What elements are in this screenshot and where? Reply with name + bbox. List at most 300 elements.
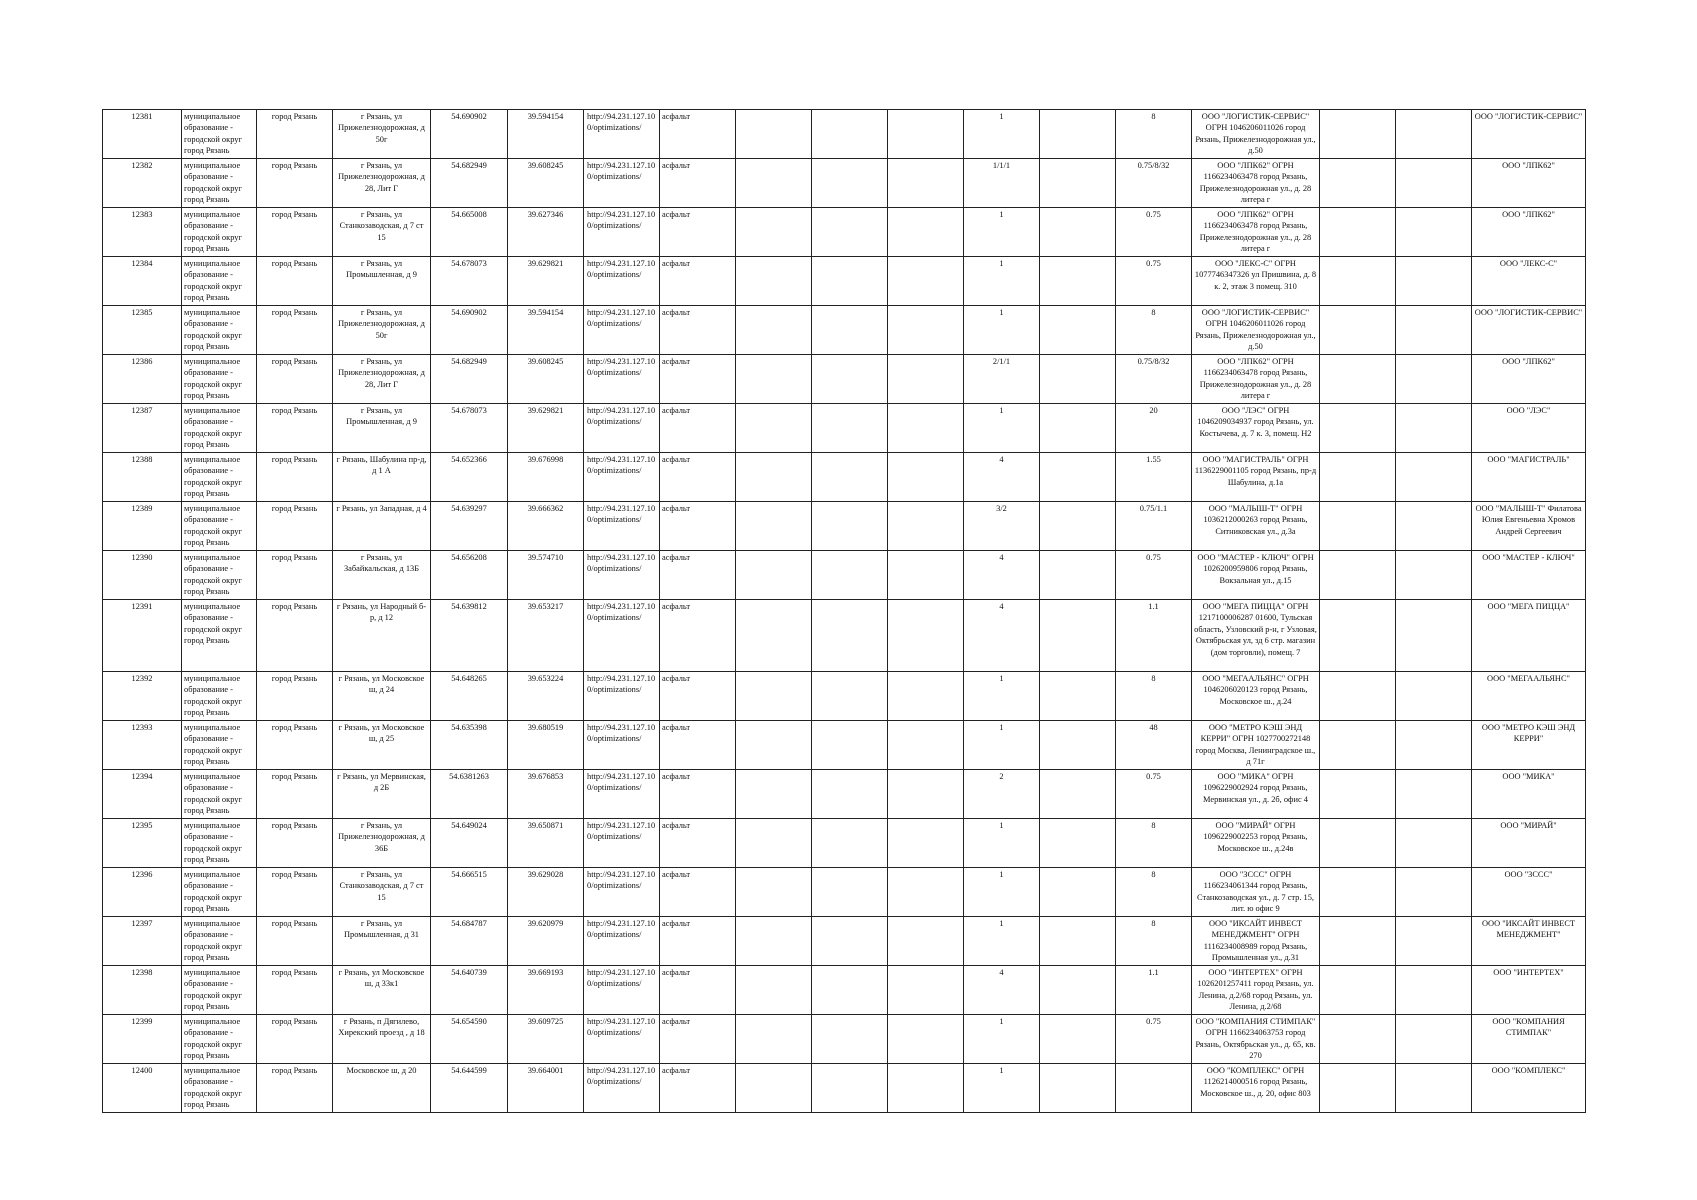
cell-container-volume: 0.75 [1116,1015,1192,1064]
cell-address: г Рязань, Шабулина пр-д, д 1 А [333,453,431,502]
cell-empty [736,600,812,672]
cell-longitude: 39.620979 [508,917,584,966]
cell-empty [812,208,888,257]
cell-empty [888,1015,964,1064]
cell-owner: ООО "МАГИСТРАЛЬ" ОГРН 1136229001105 город Рязань, пр-д Шабулина, д.1а [1192,453,1320,502]
cell-empty [812,551,888,600]
cell-empty [888,819,964,868]
cell-url: http://94.231.127.10 0/optimizations/ [584,1015,660,1064]
cell-surface: асфальт [660,819,736,868]
cell-surface: асфальт [660,551,736,600]
cell-address: г Рязань, ул Прижелезнодорожная, д 28, Лит Г [333,159,431,208]
cell-address: г Рязань, ул Мервинская, д 2Б [333,770,431,819]
cell-empty [1396,110,1472,159]
cell-municipality: муниципальное образование - городской округ город Рязань [182,306,257,355]
cell-longitude: 39.669193 [508,966,584,1015]
cell-empty [736,819,812,868]
cell-empty [888,208,964,257]
cell-empty [736,672,812,721]
cell-longitude: 39.627346 [508,208,584,257]
table-row [103,502,1586,551]
cell-waste-source: ООО "ЛПК62" [1472,159,1586,208]
cell-empty [812,770,888,819]
cell-waste-source: ООО "КОМПЛЕКС" [1472,1064,1586,1113]
cell-empty [1040,404,1116,453]
cell-container-volume: 1.55 [1116,453,1192,502]
cell-municipality: муниципальное образование - городской округ город Рязань [182,355,257,404]
cell-container-count: 4 [964,966,1040,1015]
cell-empty [1040,819,1116,868]
cell-waste-source: ООО "ЛЕКС-С" [1472,257,1586,306]
cell-container-volume: 0.75 [1116,208,1192,257]
cell-settlement: город Рязань [257,110,333,159]
cell-empty [1396,502,1472,551]
cell-settlement: город Рязань [257,404,333,453]
cell-container-volume: 8 [1116,819,1192,868]
cell-url: http://94.231.127.10 0/optimizations/ [584,600,660,672]
cell-owner: ООО "МАЛЫШ-Т" ОГРН 1036212000263 город Рязань, Ситниковская ул., д.3а [1192,502,1320,551]
cell-container-volume: 8 [1116,306,1192,355]
cell-longitude: 39.653217 [508,600,584,672]
cell-owner: ООО "ИКСАЙТ ИНВЕСТ МЕНЕДЖМЕНТ" ОГРН 1116234008989 город Рязань, Промышленная ул., д.31 [1192,917,1320,966]
cell-latitude: 54.644599 [431,1064,508,1113]
cell-latitude: 54.648265 [431,672,508,721]
cell-address: г Рязань, ул Западная, д 4 [333,502,431,551]
cell-empty [1396,600,1472,672]
cell-empty [1320,672,1396,721]
cell-container-volume: 0.75 [1116,257,1192,306]
cell-longitude: 39.666362 [508,502,584,551]
cell-container-volume: 8 [1116,868,1192,917]
cell-owner: ООО "ЛЭС" ОГРН 1046209034937 город Рязань, ул. Костычева, д. 7 к. 3, помещ. Н2 [1192,404,1320,453]
cell-owner: ООО "ЗССС" ОГРН 1166234061344 город Рязань, Станкозаводская ул., д. 7 стр. 15, лит. ю офис 9 [1192,868,1320,917]
cell-empty [1320,721,1396,770]
cell-container-count: 4 [964,551,1040,600]
cell-longitude: 39.676998 [508,453,584,502]
cell-container-volume: 48 [1116,721,1192,770]
cell-settlement: город Рязань [257,966,333,1015]
cell-settlement: город Рязань [257,551,333,600]
cell-address: г Рязань, ул Станкозаводская, д 7 ст 15 [333,208,431,257]
cell-empty [812,966,888,1015]
cell-empty [736,110,812,159]
cell-empty [812,819,888,868]
cell-municipality: муниципальное образование - городской округ город Рязань [182,868,257,917]
cell-container-volume: 8 [1116,110,1192,159]
cell-container-volume: 8 [1116,917,1192,966]
cell-empty [888,966,964,1015]
cell-empty [888,502,964,551]
cell-empty [888,453,964,502]
cell-empty [1396,208,1472,257]
cell-settlement: город Рязань [257,917,333,966]
cell-empty [736,868,812,917]
cell-municipality: муниципальное образование - городской округ город Рязань [182,721,257,770]
cell-empty [1396,1015,1472,1064]
cell-latitude: 54.666515 [431,868,508,917]
cell-container-count: 4 [964,600,1040,672]
cell-empty [888,1064,964,1113]
cell-empty [1320,502,1396,551]
cell-address: г Рязань, ул Московское ш, д 25 [333,721,431,770]
cell-id: 12382 [103,159,182,208]
cell-empty [812,721,888,770]
cell-container-volume: 1.1 [1116,600,1192,672]
cell-id: 12396 [103,868,182,917]
cell-url: http://94.231.127.10 0/optimizations/ [584,404,660,453]
cell-owner: ООО "МЕТРО КЭШ ЭНД КЕРРИ" ОГРН 1027700272148 город Москва, Ленинградское ш., д 71г [1192,721,1320,770]
cell-empty [1320,355,1396,404]
data-table [102,109,1586,1113]
table-row [103,110,1586,159]
cell-empty [1320,770,1396,819]
cell-empty [1040,721,1116,770]
cell-container-volume: 8 [1116,672,1192,721]
cell-empty [888,672,964,721]
cell-empty [888,306,964,355]
cell-address: Московское ш, д 20 [333,1064,431,1113]
cell-surface: асфальт [660,1064,736,1113]
cell-empty [812,257,888,306]
cell-settlement: город Рязань [257,819,333,868]
cell-container-count: 1 [964,868,1040,917]
cell-latitude: 54.649024 [431,819,508,868]
cell-surface: асфальт [660,1015,736,1064]
cell-empty [888,868,964,917]
cell-empty [1396,453,1472,502]
cell-empty [1040,1064,1116,1113]
cell-empty [736,502,812,551]
cell-latitude: 54.639297 [431,502,508,551]
table-row [103,306,1586,355]
cell-empty [736,159,812,208]
cell-id: 12388 [103,453,182,502]
cell-waste-source: ООО "МЕГААЛЬЯНС" [1472,672,1586,721]
cell-longitude: 39.629028 [508,868,584,917]
cell-id: 12384 [103,257,182,306]
cell-surface: асфальт [660,453,736,502]
table-row [103,159,1586,208]
cell-empty [1396,306,1472,355]
cell-owner: ООО "ЛОГИСТИК-СЕРВИС" ОГРН 1046206011026 город Рязань, Прижелезнодорожная ул., д.50 [1192,110,1320,159]
cell-municipality: муниципальное образование - городской округ город Рязань [182,966,257,1015]
cell-address: г Рязань, ул Народный б-р, д 12 [333,600,431,672]
cell-empty [1320,868,1396,917]
cell-empty [1040,672,1116,721]
cell-waste-source: ООО "ЛОГИСТИК-СЕРВИС" [1472,110,1586,159]
cell-owner: ООО "КОМПЛЕКС" ОГРН 1126214000516 город Рязань, Московское ш., д. 20, офис 803 [1192,1064,1320,1113]
cell-empty [1040,868,1116,917]
cell-empty [736,306,812,355]
cell-container-volume: 0.75/8/32 [1116,355,1192,404]
cell-url: http://94.231.127.10 0/optimizations/ [584,551,660,600]
cell-empty [888,600,964,672]
cell-surface: асфальт [660,721,736,770]
cell-empty [888,551,964,600]
cell-owner: ООО "МИРАЙ" ОГРН 1096229002253 город Рязань, Московское ш., д.24в [1192,819,1320,868]
cell-empty [888,355,964,404]
cell-container-volume: 0.75 [1116,770,1192,819]
cell-empty [1040,966,1116,1015]
cell-container-count: 1 [964,819,1040,868]
table-row [103,966,1586,1015]
table-row [103,721,1586,770]
cell-waste-source: ООО "ЛЭС" [1472,404,1586,453]
cell-empty [1040,257,1116,306]
cell-container-volume: 1.1 [1116,966,1192,1015]
cell-empty [1396,404,1472,453]
cell-id: 12383 [103,208,182,257]
cell-empty [1040,208,1116,257]
cell-address: г Рязань, ул Московское ш, д 33к1 [333,966,431,1015]
cell-empty [736,257,812,306]
cell-id: 12389 [103,502,182,551]
cell-empty [888,159,964,208]
cell-container-volume: 0.75 [1116,551,1192,600]
cell-url: http://94.231.127.10 0/optimizations/ [584,159,660,208]
cell-container-count: 1 [964,721,1040,770]
cell-latitude: 54.639812 [431,600,508,672]
cell-municipality: муниципальное образование - городской округ город Рязань [182,453,257,502]
cell-empty [888,770,964,819]
cell-empty [1040,917,1116,966]
cell-owner: ООО "ЛПК62" ОГРН 1166234063478 город Рязань, Прижелезнодорожная ул., д. 28 литера г [1192,159,1320,208]
cell-url: http://94.231.127.10 0/optimizations/ [584,966,660,1015]
cell-settlement: город Рязань [257,868,333,917]
cell-id: 12400 [103,1064,182,1113]
cell-empty [736,453,812,502]
cell-waste-source: ООО "ЛОГИСТИК-СЕРВИС" [1472,306,1586,355]
cell-municipality: муниципальное образование - городской округ город Рязань [182,819,257,868]
cell-id: 12386 [103,355,182,404]
cell-empty [888,257,964,306]
cell-empty [736,966,812,1015]
cell-surface: асфальт [660,770,736,819]
cell-waste-source: ООО "МЕГА ПИЦЦА" [1472,600,1586,672]
cell-empty [736,404,812,453]
cell-container-count: 1 [964,404,1040,453]
cell-empty [888,917,964,966]
cell-longitude: 39.629821 [508,404,584,453]
table-row [103,551,1586,600]
cell-empty [1320,257,1396,306]
cell-surface: асфальт [660,208,736,257]
cell-municipality: муниципальное образование - городской округ город Рязань [182,159,257,208]
cell-url: http://94.231.127.10 0/optimizations/ [584,672,660,721]
cell-empty [1320,404,1396,453]
cell-longitude: 39.629821 [508,257,584,306]
cell-empty [1396,1064,1472,1113]
cell-empty [1320,551,1396,600]
cell-empty [1396,257,1472,306]
cell-empty [1320,453,1396,502]
cell-empty [736,770,812,819]
cell-url: http://94.231.127.10 0/optimizations/ [584,453,660,502]
cell-container-volume [1116,1064,1192,1113]
cell-id: 12394 [103,770,182,819]
cell-latitude: 54.640739 [431,966,508,1015]
cell-container-count: 1 [964,110,1040,159]
cell-container-count: 4 [964,453,1040,502]
table-row [103,355,1586,404]
cell-latitude: 54.690902 [431,110,508,159]
cell-id: 12397 [103,917,182,966]
cell-empty [1040,502,1116,551]
cell-municipality: муниципальное образование - городской округ город Рязань [182,917,257,966]
cell-address: г Рязань, ул Промышленная, д 9 [333,404,431,453]
cell-url: http://94.231.127.10 0/optimizations/ [584,110,660,159]
cell-id: 12395 [103,819,182,868]
cell-empty [812,404,888,453]
cell-empty [1320,1064,1396,1113]
cell-container-count: 1 [964,208,1040,257]
cell-latitude: 54.682949 [431,159,508,208]
cell-surface: асфальт [660,110,736,159]
cell-latitude: 54.6381263 [431,770,508,819]
cell-owner: ООО "ИНТЕРТЕХ" ОГРН 1026201257411 город Рязань, ул. Ленина, д.2/68 город Рязань, ул. Ленина, д.2/68 [1192,966,1320,1015]
cell-longitude: 39.594154 [508,110,584,159]
cell-empty [1040,306,1116,355]
cell-latitude: 54.635398 [431,721,508,770]
cell-municipality: муниципальное образование - городской округ город Рязань [182,110,257,159]
cell-longitude: 39.608245 [508,355,584,404]
cell-empty [736,551,812,600]
cell-empty [1396,966,1472,1015]
table-row [103,672,1586,721]
cell-container-count: 3/2 [964,502,1040,551]
cell-address: г Рязань, ул Прижелезнодорожная, д 28, Лит Г [333,355,431,404]
cell-empty [888,404,964,453]
table-row [103,453,1586,502]
cell-surface: асфальт [660,355,736,404]
cell-url: http://94.231.127.10 0/optimizations/ [584,917,660,966]
cell-waste-source: ООО "МАЛЫШ-Т" Филатова Юлия Евгеньевна Хромов Андрей Сергеевич [1472,502,1586,551]
cell-empty [1320,1015,1396,1064]
cell-surface: асфальт [660,257,736,306]
cell-longitude: 39.653224 [508,672,584,721]
cell-url: http://94.231.127.10 0/optimizations/ [584,721,660,770]
cell-empty [1320,306,1396,355]
cell-longitude: 39.680519 [508,721,584,770]
cell-longitude: 39.676853 [508,770,584,819]
table-row [103,868,1586,917]
cell-municipality: муниципальное образование - городской округ город Рязань [182,672,257,721]
cell-empty [812,453,888,502]
cell-container-volume: 0.75/1.1 [1116,502,1192,551]
cell-owner: ООО "МАСТЕР - КЛЮЧ" ОГРН 1026200959806 город Рязань, Вокзальная ул., д.15 [1192,551,1320,600]
table-row [103,917,1586,966]
cell-container-count: 1 [964,672,1040,721]
cell-waste-source: ООО "МАГИСТРАЛЬ" [1472,453,1586,502]
cell-empty [1040,551,1116,600]
cell-municipality: муниципальное образование - городской округ город Рязань [182,1015,257,1064]
cell-url: http://94.231.127.10 0/optimizations/ [584,306,660,355]
table-row [103,257,1586,306]
cell-empty [1320,819,1396,868]
cell-url: http://94.231.127.10 0/optimizations/ [584,819,660,868]
cell-empty [1320,600,1396,672]
cell-empty [1396,917,1472,966]
cell-settlement: город Рязань [257,257,333,306]
cell-empty [1396,355,1472,404]
cell-url: http://94.231.127.10 0/optimizations/ [584,1064,660,1113]
cell-owner: ООО "МИКА" ОГРН 1096229002924 город Рязань, Мервинская ул., д. 2б, офис 4 [1192,770,1320,819]
cell-latitude: 54.678073 [431,257,508,306]
cell-surface: асфальт [660,966,736,1015]
cell-longitude: 39.609725 [508,1015,584,1064]
cell-address: г Рязань, ул Московское ш, д 24 [333,672,431,721]
cell-empty [812,868,888,917]
cell-id: 12398 [103,966,182,1015]
cell-empty [888,721,964,770]
cell-settlement: город Рязань [257,721,333,770]
cell-empty [812,600,888,672]
cell-container-count: 1 [964,306,1040,355]
cell-waste-source: ООО "ЛПК62" [1472,208,1586,257]
cell-surface: асфальт [660,868,736,917]
cell-empty [1040,355,1116,404]
cell-waste-source: ООО "ИНТЕРТЕХ" [1472,966,1586,1015]
cell-url: http://94.231.127.10 0/optimizations/ [584,257,660,306]
cell-waste-source: ООО "МИКА" [1472,770,1586,819]
table-row [103,1064,1586,1113]
table-row [103,819,1586,868]
cell-empty [1396,819,1472,868]
cell-municipality: муниципальное образование - городской округ город Рязань [182,208,257,257]
cell-container-count: 1 [964,257,1040,306]
cell-municipality: муниципальное образование - городской округ город Рязань [182,1064,257,1113]
cell-empty [812,355,888,404]
table-row [103,404,1586,453]
cell-container-count: 2 [964,770,1040,819]
cell-empty [812,306,888,355]
cell-empty [1320,110,1396,159]
cell-longitude: 39.608245 [508,159,584,208]
cell-empty [736,208,812,257]
cell-municipality: муниципальное образование - городской округ город Рязань [182,600,257,672]
cell-empty [1396,672,1472,721]
cell-empty [812,1064,888,1113]
cell-owner: ООО "МЕГААЛЬЯНС" ОГРН 1046206020123 город Рязань, Московское ш., д.24 [1192,672,1320,721]
cell-url: http://94.231.127.10 0/optimizations/ [584,502,660,551]
cell-empty [1320,966,1396,1015]
cell-empty [888,110,964,159]
cell-waste-source: ООО "ИКСАЙТ ИНВЕСТ МЕНЕДЖМЕНТ" [1472,917,1586,966]
cell-empty [736,721,812,770]
cell-surface: асфальт [660,159,736,208]
cell-empty [1396,721,1472,770]
cell-owner: ООО "КОМПАНИЯ СТИМПАК" ОГРН 1166234063753 город Рязань, Октябрьская ул., д. 65, кв. 270 [1192,1015,1320,1064]
cell-surface: асфальт [660,917,736,966]
cell-owner: ООО "МЕГА ПИЦЦА" ОГРН 1217100006287 01600, Тульская область, Узловский р-н, г Узловая, Октябрьская ул, зд 6 стр. магазин (дом торговли), помещ. 7 [1192,600,1320,672]
cell-waste-source: ООО "ЗССС" [1472,868,1586,917]
cell-address: г Рязань, ул Промышленная, д 9 [333,257,431,306]
cell-longitude: 39.664001 [508,1064,584,1113]
cell-waste-source: ООО "КОМПАНИЯ СТИМПАК" [1472,1015,1586,1064]
cell-empty [1396,868,1472,917]
cell-container-count: 1 [964,917,1040,966]
cell-settlement: город Рязань [257,453,333,502]
cell-municipality: муниципальное образование - городской округ город Рязань [182,502,257,551]
cell-empty [736,1064,812,1113]
cell-latitude: 54.654590 [431,1015,508,1064]
cell-id: 12393 [103,721,182,770]
cell-surface: асфальт [660,600,736,672]
cell-id: 12390 [103,551,182,600]
cell-container-count: 1 [964,1015,1040,1064]
cell-empty [812,110,888,159]
cell-empty [1396,551,1472,600]
